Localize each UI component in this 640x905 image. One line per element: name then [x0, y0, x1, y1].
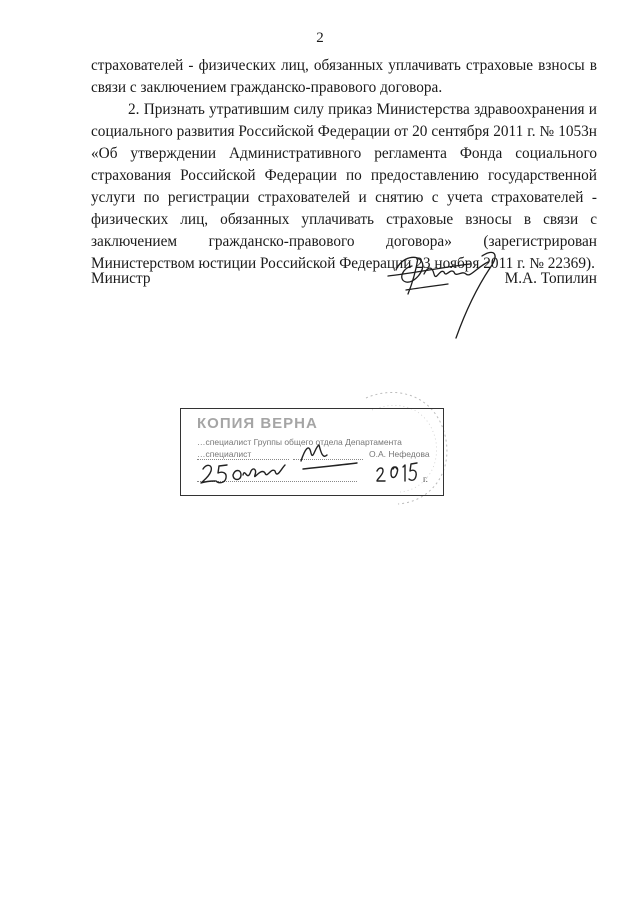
text-line: социального развития Российской Федерации от 20 сентября 2011 г. № 1053н [91, 123, 597, 140]
text-line: физических лиц, обязанных уплачивать страховые взносы в связи с [91, 211, 597, 228]
text-line: заключением гражданско-правового договора» (зарегистрирован [91, 233, 597, 250]
text-line: страхования Российской Федерации по предоставлению государственной [91, 167, 597, 184]
text-line: связи с заключением гражданско-правового договора. [91, 79, 443, 96]
signatory-title: Министр [91, 270, 151, 287]
stamp-position-short: …специалист [197, 449, 252, 459]
text-line: услуги по регистрации страхователей и снятию с учета страхователей - [91, 189, 597, 206]
stamp-position: …специалист Группы общего отдела Департамента [197, 437, 402, 447]
signatory-name: М.А. Топилин [504, 270, 597, 287]
handwritten-date [181, 409, 443, 495]
certification-stamp [180, 408, 444, 496]
page-number: 2 [316, 30, 324, 46]
text-line: «Об утверждении Административного регламента Фонда социального [91, 145, 597, 162]
stamp-year-suffix: г. [423, 474, 428, 484]
text-line: Министерством юстиции Российской Федерации 23 ноября 2011 г. № 22369). [91, 255, 595, 272]
handwritten-signature [378, 238, 508, 348]
stamp-signer-name: О.А. Нефедова [369, 449, 430, 459]
text-line: страхователей - физических лиц, обязанных уплачивать страховые взносы в [91, 57, 597, 74]
signature-block [91, 268, 597, 290]
stamp-title: КОПИЯ ВЕРНА [197, 415, 318, 432]
text-line: 2. Признать утратившим силу приказ Министерства здравоохранения и [128, 101, 597, 118]
